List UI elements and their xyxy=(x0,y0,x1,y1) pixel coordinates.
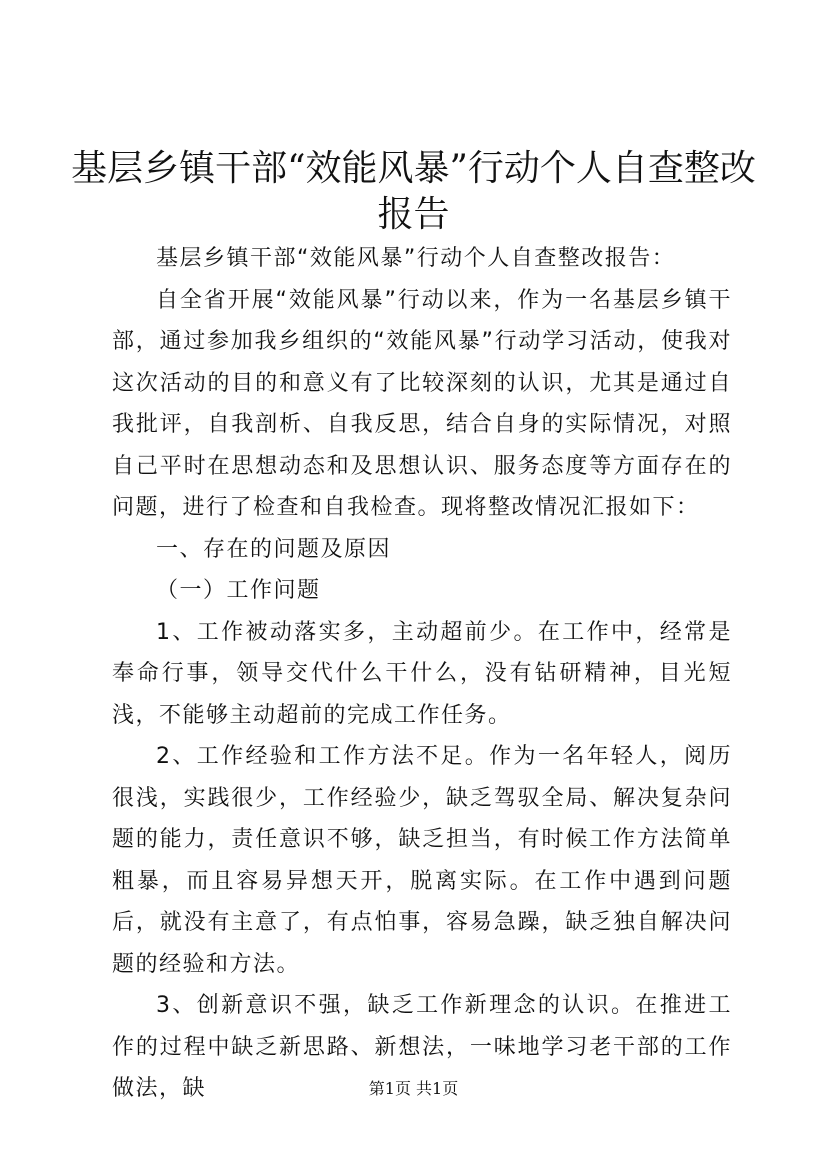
document-title xyxy=(60,146,767,238)
document-body xyxy=(112,238,732,1110)
subsection-heading-work: （一）工作问题 xyxy=(156,578,321,603)
title-line-2: 报告 xyxy=(377,194,450,235)
page-footer: 第1页 共1页 xyxy=(368,1079,459,1098)
section-heading-problems: 一、存在的问题及原因 xyxy=(156,536,392,562)
paragraph-item-3: 3、创新意识不强，缺乏工作新理念的认识。在推进工作的过程中缺乏新思路、新想法，一味地学习老干部的工作做法，缺 xyxy=(112,993,732,1101)
paragraph-item-1: 1、工作被动落实多，主动超前少。在工作中，经常是奉命行事，领导交代什么干什么，没有钻研精神，目光短浅，不能够主动超前的完成工作任务。 xyxy=(112,619,732,728)
paragraph-intro: 基层乡镇干部“效能风暴”行动个人自查整改报告： xyxy=(156,246,676,271)
title-line-1: 基层乡镇干部“效能风暴”行动个人自查整改 xyxy=(71,148,756,189)
paragraph-overview: 自全省开展“效能风暴”行动以来，作为一名基层乡镇干部，通过参加我乡组织的“效能风暴”行动学习活动，使我对这次活动的目的和意义有了比较深刻的认识，尤其是通过自我批评，自我剖析、自我反思，结合自身的实际情况，对照自己平时在思想动态和及思想认识、服务态度等方面存在的问题，进行了检查和自我检查。现将整改情况汇报如下： xyxy=(112,287,732,520)
paragraph-item-2: 2、工作经验和工作方法不足。作为一名年轻人，阅历很浅，实践很少，工作经验少，缺乏驾驭全局、解决复杂问题的能力，责任意识不够，缺乏担当，有时候工作方法简单粗暴，而且容易异想天开，脱离实际。在工作中遇到问题后，就没有主意了，有点怕事，容易急躁，缺乏独自解决问题的经验和方法。 xyxy=(112,744,732,977)
